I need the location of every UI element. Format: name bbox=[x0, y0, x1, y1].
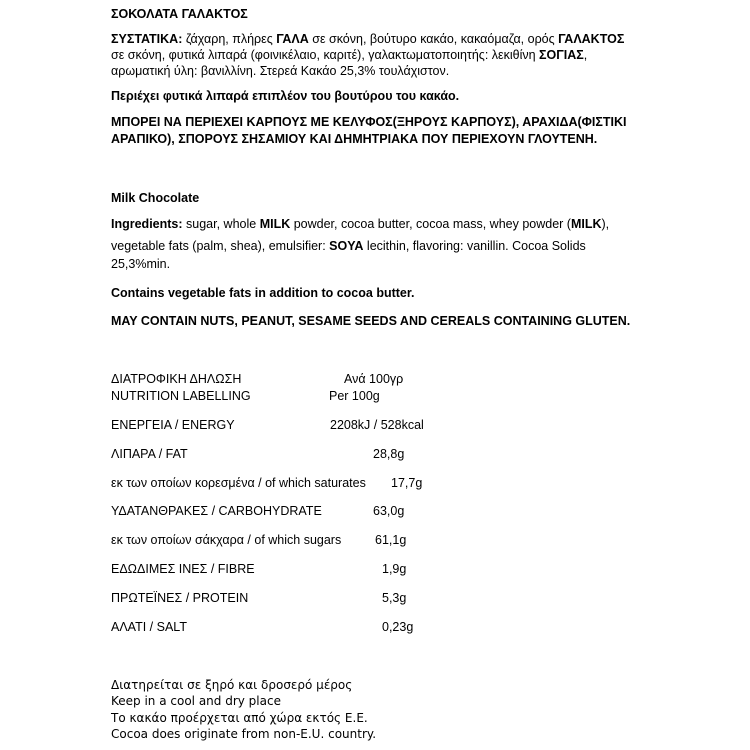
english-ingredients-line-3: 25,3%min. bbox=[111, 257, 171, 271]
per-100g-greek: Ανά 100γρ bbox=[344, 372, 404, 386]
text-segment: ζάχαρη, πλήρες bbox=[182, 32, 277, 46]
greek-ingredients-line-3: αρωματική ύλη: βανιλλίνη. Στερεά Κακάο 25,3% τουλάχιστον. bbox=[111, 64, 450, 78]
text-segment: sugar, whole bbox=[182, 217, 260, 231]
nutrient-label: ΥΔΑΤΑΝΘΡΑΚΕΣ / CARBOHYDRATE bbox=[111, 504, 322, 518]
nutrient-value: 5,3g bbox=[382, 591, 407, 605]
greek-may-contain-line-2: ΑΡΑΠΙΚΟ), ΣΠΟΡΟΥΣ ΣΗΣΑΜΙΟΥ ΚΑΙ ΔΗΜΗΤΡΙΑΚΑ ΠΟΥ ΠΕΡΙΕΧΟΥΝ ΓΛΟΥΤΕΝΗ. bbox=[111, 132, 598, 146]
nutrient-label: ΠΡΩΤΕΪΝΕΣ / PROTEIN bbox=[111, 591, 249, 605]
nutrient-value: 1,9g bbox=[382, 562, 407, 576]
origin-greek: Το κακάο προέρχεται από χώρα εκτός Ε.Ε. bbox=[111, 711, 368, 725]
text-segment: σε σκόνη, φυτικά λιπαρά (φοινικέλαιο, καριτέ), γαλακτωματοποιητής: λεκιθίνη bbox=[111, 48, 540, 62]
nutrient-value: 63,0g bbox=[373, 504, 405, 518]
allergen-highlight: MILK bbox=[259, 217, 291, 231]
greek-ingredients-label: ΣΥΣΤΑΤΙΚΑ: bbox=[111, 32, 183, 46]
nutrient-value: 0,23g bbox=[382, 620, 414, 634]
nutrient-label: ΕΝΕΡΓΕΙΑ / ENERGY bbox=[111, 418, 235, 432]
nutrition-title-english: NUTRITION LABELLING bbox=[111, 389, 251, 403]
nutrition-row-fat bbox=[111, 446, 711, 462]
nutrition-row-saturates bbox=[111, 475, 711, 491]
allergen-highlight: ΓΑΛΑΚΤΟΣ bbox=[558, 32, 625, 46]
english-ingredients-line-1 bbox=[111, 216, 609, 232]
greek-ingredients-line-2 bbox=[111, 47, 587, 63]
nutrition-row-carbohydrate bbox=[111, 503, 711, 519]
text-segment: vegetable fats (palm, shea), emulsifier: bbox=[111, 239, 330, 253]
storage-greek: Διατηρείται σε ξηρό και δροσερό μέρος bbox=[111, 678, 353, 692]
origin-english: Cocoa does originate from non-E.U. country. bbox=[111, 727, 377, 741]
nutrient-label: εκ των οποίων σάκχαρα / of which sugars bbox=[111, 533, 342, 547]
nutrient-label: ΛΙΠΑΡΑ / FAT bbox=[111, 447, 188, 461]
per-100g-english: Per 100g bbox=[329, 389, 380, 403]
nutrient-value: 2208kJ / 528kcal bbox=[330, 418, 424, 432]
text-segment: , bbox=[583, 48, 588, 62]
english-ingredients-label: Ingredients: bbox=[111, 217, 183, 231]
text-segment: lecithin, flavoring: vanillin. Cocoa Solids bbox=[363, 239, 586, 253]
nutrition-title-greek: ΔΙΑΤΡΟΦΙΚΗ ΔΗΛΩΣΗ bbox=[111, 372, 242, 386]
nutrition-row-salt bbox=[111, 619, 711, 635]
nutrient-label: εκ των οποίων κορεσμένα / of which saturates bbox=[111, 476, 366, 490]
nutrition-header-english bbox=[111, 388, 711, 404]
storage-english: Keep in a cool and dry place bbox=[111, 694, 281, 708]
nutrient-label: ΑΛΑΤΙ / SALT bbox=[111, 620, 187, 634]
greek-contains-note: Περιέχει φυτικά λιπαρά επιπλέον του βουτύρου του κακάο. bbox=[111, 89, 460, 103]
text-segment: σε σκόνη, βούτυρο κακάο, κακαόμαζα, ορός bbox=[308, 32, 559, 46]
allergen-highlight: ΣΟΓΙΑΣ bbox=[539, 48, 584, 62]
nutrient-value: 28,8g bbox=[373, 447, 405, 461]
nutrient-label: ΕΔΩΔΙΜΕΣ ΙΝΕΣ / FIBRE bbox=[111, 562, 255, 576]
english-title: Milk Chocolate bbox=[111, 191, 200, 205]
english-ingredients-line-2 bbox=[111, 238, 586, 254]
greek-may-contain-line-1: ΜΠΟΡΕΙ ΝΑ ΠΕΡΙΕΧΕΙ ΚΑΡΠΟΥΣ ΜΕ ΚΕΛΥΦΟΣ(ΞΗΡΟΥΣ ΚΑΡΠΟΥΣ), ΑΡΑΧΙΔΑ(ΦΙΣΤΙΚΙ bbox=[111, 115, 627, 129]
nutrition-header-greek bbox=[111, 371, 711, 387]
english-may-contain: MAY CONTAIN NUTS, PEANUT, SESAME SEEDS AND CEREALS CONTAINING GLUTEN. bbox=[111, 314, 631, 328]
greek-ingredients-line-1 bbox=[111, 31, 624, 47]
nutrition-row-protein bbox=[111, 590, 711, 606]
nutrition-row-energy bbox=[111, 417, 711, 433]
nutrient-value: 17,7g bbox=[391, 476, 423, 490]
text-segment: ), bbox=[601, 217, 610, 231]
allergen-highlight: ΓΑΛΑ bbox=[276, 32, 309, 46]
text-segment: powder, cocoa butter, cocoa mass, whey powder ( bbox=[290, 217, 571, 231]
allergen-highlight: SOYA bbox=[329, 239, 364, 253]
nutrient-value: 61,1g bbox=[375, 533, 407, 547]
greek-title: ΣΟΚΟΛΑΤΑ ΓΑΛΑΚΤΟΣ bbox=[111, 7, 248, 21]
nutrition-row-fibre bbox=[111, 561, 711, 577]
nutrition-row-sugars bbox=[111, 532, 711, 548]
allergen-highlight: MILK bbox=[570, 217, 602, 231]
english-contains-note: Contains vegetable fats in addition to cocoa butter. bbox=[111, 286, 415, 300]
